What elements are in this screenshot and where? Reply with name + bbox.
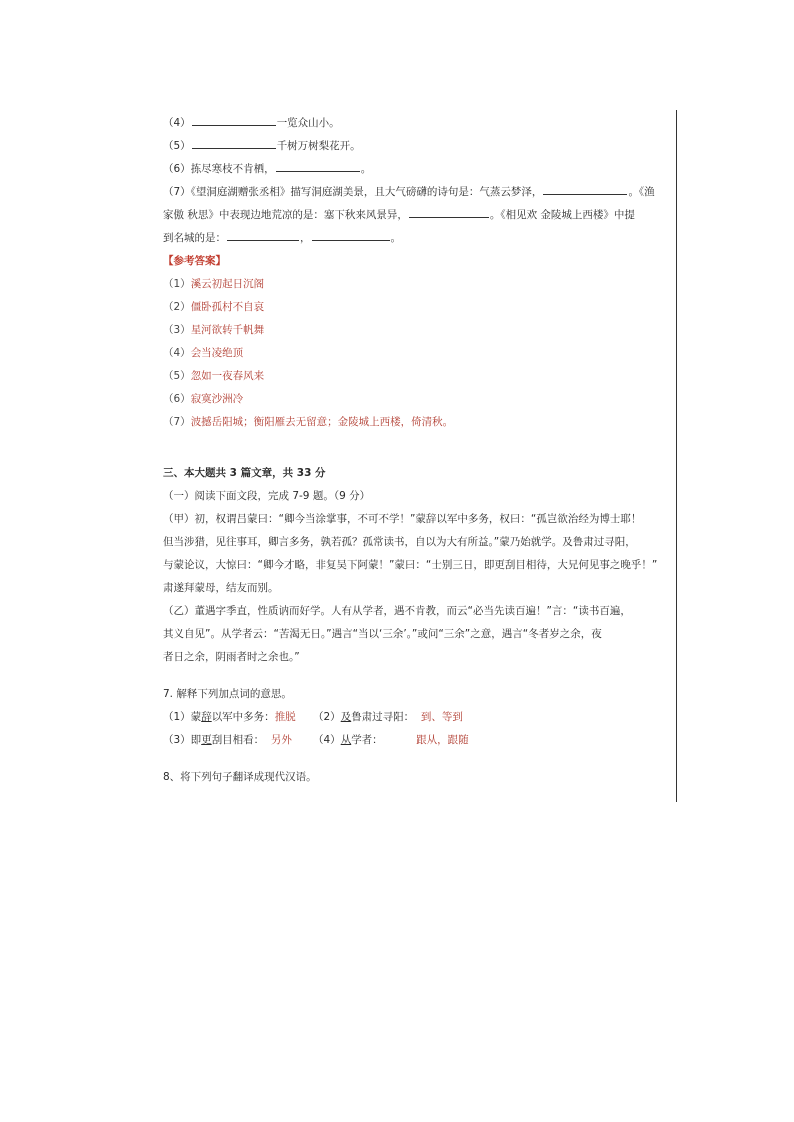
gloss-suffix: 刮目相看： [211,734,265,746]
item-text: （7）《望洞庭湖赠张丞相》描写洞庭湖美景，且大气磅礴的诗句是：气蒸云梦泽， [163,186,543,198]
answer-item [163,296,668,319]
item-text: 到名城的是： [163,232,226,244]
answer-item [163,388,668,411]
question-7-title: 7. 解释下列加点词的意思。 [163,688,292,700]
spacer [163,669,668,683]
gloss-keyword: 辞 [201,711,212,723]
item-7-line-2 [163,204,668,227]
gloss-answer: 另外 [270,734,292,746]
answer-item [163,342,668,365]
gloss-answer: 到、等到 [420,711,463,723]
question-7-row-1 [163,706,668,729]
answer-number: （6） [163,393,191,405]
answer-item [163,411,668,434]
answer-number: （4） [163,347,191,359]
gloss-item [313,711,463,723]
gloss-prefix: （2） [313,711,341,723]
answer-text: 僵卧孤村不自哀 [190,301,265,313]
subsection-title: （一）阅读下面文段，完成 7-9 题。（9 分） [163,490,371,502]
passage-line: 者日之余，阴雨者时之余也。” [163,651,300,663]
fill-blank [312,228,390,241]
gloss-item [313,734,469,746]
gloss-item [163,729,313,752]
answer-item [163,319,668,342]
item-7-line-1 [163,181,668,204]
passage-line: （乙）董遇字季直，性质讷而好学。人有从学者，遇不肯教，而云“必当先读百遍！”言：“读书百遍， [163,605,631,617]
passage-line: 与蒙论议，大惊曰：“卿今才略，非复吴下阿蒙！”蒙曰：“士别三日，即更刮目相待，大兄何见事之晚乎！” [163,559,658,571]
passage-line: 肃遂拜蒙母，结友而别。 [163,582,279,594]
passage-line: 但当涉猎，见往事耳，卿言多务，孰若孤？孤常读书，自以为大有所益。”蒙乃始就学。及鲁肃过寻阳， [163,536,636,548]
item-text: 千树万树梨花开。 [276,140,361,152]
answer-number: （7） [163,416,191,428]
passage-jia [163,508,668,600]
passage-line: 其义自见”。从学者云：“苦渴无日。”遇言“当以‘三余’。”或问“三余”之意，遇言“冬者岁之余，夜 [163,628,602,640]
item-7-line-3 [163,227,668,250]
margin-rule [676,110,677,802]
spacer [163,434,668,448]
item-text: ， [300,232,311,244]
gloss-keyword: 从 [340,734,352,746]
answer-number: （1） [163,278,191,290]
item-number: （4） [163,117,191,129]
gloss-suffix: 学者： [351,734,383,746]
gloss-keyword: 及 [340,711,352,723]
gloss-prefix: （3）即 [163,734,202,746]
gloss-suffix: 鲁肃过寻阳： [351,711,415,723]
item-text: 一览众山小。 [276,117,340,129]
spacer [163,752,668,766]
answer-text: 会当凌绝顶 [190,347,244,359]
section-title: 三、本大题共 3 篇文章，共 33 分 [163,467,326,479]
item-5 [163,135,668,158]
document-content [163,112,668,789]
answer-number: （2） [163,301,191,313]
gloss-prefix: （4） [313,734,341,746]
item-text: 拣尽寒枝不肯栖， [190,163,275,175]
answer-number: （3） [163,324,191,336]
fill-blank [227,228,299,241]
item-6 [163,158,668,181]
gloss-keyword: 更 [201,734,212,746]
gloss-suffix: 以军中多务： [211,711,275,723]
answer-list [163,273,668,434]
answer-item [163,273,668,296]
answer-heading: 【参考答案】 [163,255,226,267]
item-text: 。 [360,163,372,175]
answer-text: 星河欲转千帆舞 [190,324,265,336]
answer-text: 波撼岳阳城；衡阳雁去无留意；金陵城上西楼，倚清秋。 [190,416,454,428]
question-7-row-2 [163,729,668,752]
answer-item [163,365,668,388]
answer-text: 溪云初起日沉阁 [190,278,265,290]
answer-text: 忽如一夜春风来 [190,370,265,382]
item-text: 家傲 秋思》中表现边地荒凉的是：塞下秋来风景异， [163,209,408,221]
item-text: 。《相见欢 金陵城上西楼》中提 [489,209,635,221]
answer-number: （5） [163,370,191,382]
fill-blank [276,159,360,172]
fill-blank [543,182,627,195]
fill-blank [192,136,276,149]
gloss-item [163,706,313,729]
gloss-answer: 跟从，跟随 [416,734,469,746]
item-number: （5） [163,140,191,152]
question-8-title: 8、将下列句子翻译成现代汉语。 [163,771,317,783]
passage-yi [163,600,668,669]
item-number: （6） [163,163,191,175]
fill-blank [409,205,489,218]
answer-text: 寂寞沙洲冷 [190,393,244,405]
gloss-answer: 推脱 [274,711,296,723]
item-4 [163,112,668,135]
gloss-prefix: （1）蒙 [163,711,202,723]
fill-blank [192,113,276,126]
item-text: 。 [390,232,401,244]
passage-line: （甲）初，权谓吕蒙曰：“卿今当涂掌事，不可不学！”蒙辞以军中多务，权曰：“孤岂欲治经为博士耶！ [163,513,642,525]
item-text: 。《渔 [628,186,655,198]
